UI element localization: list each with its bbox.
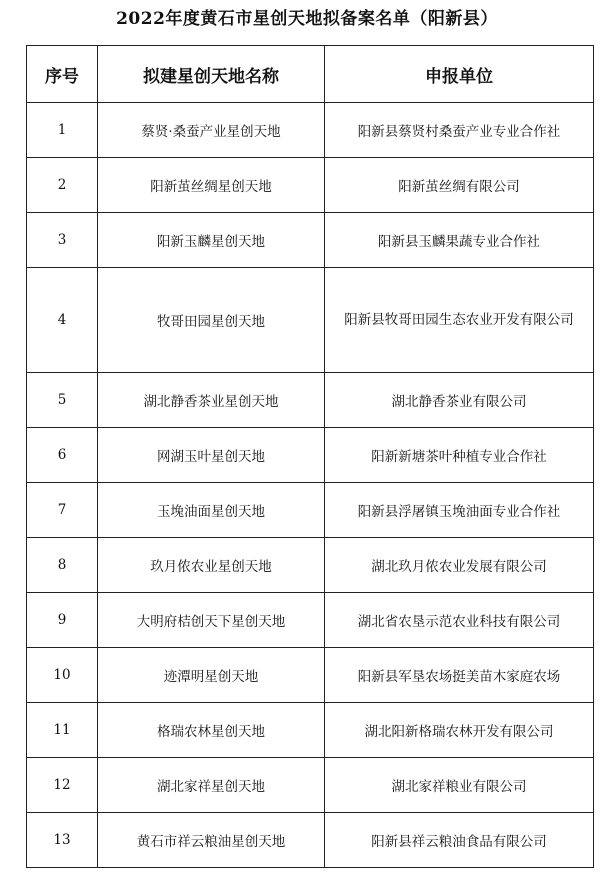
- row-hub-name: 网湖玉叶星创天地: [98, 428, 325, 483]
- row-serial-number: 3: [27, 213, 98, 268]
- registration-table: [26, 45, 594, 868]
- row-hub-name: 阳新玉麟星创天地: [98, 213, 325, 268]
- row-applicant-unit: 湖北省农垦示范农业科技有限公司: [325, 593, 594, 648]
- table-row: [27, 758, 594, 813]
- row-serial-number: 13: [27, 813, 98, 868]
- row-serial-number: 12: [27, 758, 98, 813]
- row-hub-name: 黄石市祥云粮油星创天地: [98, 813, 325, 868]
- row-serial-number: 5: [27, 373, 98, 428]
- table-row: [27, 103, 594, 158]
- table-row: [27, 213, 594, 268]
- table-row: [27, 813, 594, 868]
- table-row: [27, 373, 594, 428]
- row-applicant-unit: 阳新县蔡贤村桑蚕产业专业合作社: [325, 103, 594, 158]
- row-hub-name: 牧哥田园星创天地: [98, 268, 325, 373]
- row-applicant-unit: 湖北家祥粮业有限公司: [325, 758, 594, 813]
- header-serial-number: 序号: [27, 46, 98, 103]
- row-applicant-unit: 阳新新塘茶叶种植专业合作社: [325, 428, 594, 483]
- row-serial-number: 7: [27, 483, 98, 538]
- table-row: [27, 538, 594, 593]
- row-applicant-unit: 阳新县牧哥田园生态农业开发有限公司: [325, 268, 594, 373]
- row-hub-name: 湖北静香茶业星创天地: [98, 373, 325, 428]
- row-applicant-unit: 湖北静香茶业有限公司: [325, 373, 594, 428]
- row-hub-name: 迹潭明星创天地: [98, 648, 325, 703]
- row-serial-number: 8: [27, 538, 98, 593]
- table-row: [27, 648, 594, 703]
- row-serial-number: 11: [27, 703, 98, 758]
- row-applicant-unit: 阳新县军垦农场挺美苗木家庭农场: [325, 648, 594, 703]
- row-applicant-unit: 阳新县玉麟果蔬专业合作社: [325, 213, 594, 268]
- row-serial-number: 9: [27, 593, 98, 648]
- row-serial-number: 2: [27, 158, 98, 213]
- table-row: [27, 158, 594, 213]
- row-hub-name: 玖月侬农业星创天地: [98, 538, 325, 593]
- row-serial-number: 10: [27, 648, 98, 703]
- header-hub-name: 拟建星创天地名称: [98, 46, 325, 103]
- row-hub-name: 阳新茧丝绸星创天地: [98, 158, 325, 213]
- row-serial-number: 4: [27, 268, 98, 373]
- row-hub-name: 玉堍油面星创天地: [98, 483, 325, 538]
- row-hub-name: 湖北家祥星创天地: [98, 758, 325, 813]
- row-hub-name: 大明府桔创天下星创天地: [98, 593, 325, 648]
- table-row: [27, 268, 594, 373]
- row-applicant-unit: 阳新县浮屠镇玉堍油面专业合作社: [325, 483, 594, 538]
- row-serial-number: 6: [27, 428, 98, 483]
- table-row: [27, 483, 594, 538]
- row-hub-name: 格瑞农林星创天地: [98, 703, 325, 758]
- table-row: [27, 703, 594, 758]
- row-applicant-unit: 湖北玖月侬农业发展有限公司: [325, 538, 594, 593]
- row-applicant-unit: 阳新茧丝绸有限公司: [325, 158, 594, 213]
- document-title: 2022年度黄石市星创天地拟备案名单（阳新县）: [116, 9, 498, 29]
- row-serial-number: 1: [27, 103, 98, 158]
- row-hub-name: 蔡贤·桑蚕产业星创天地: [98, 103, 325, 158]
- header-applicant-unit: 申报单位: [325, 46, 594, 103]
- table-row: [27, 593, 594, 648]
- row-applicant-unit: 阳新县祥云粮油食品有限公司: [325, 813, 594, 868]
- row-applicant-unit: 湖北阳新格瑞农林开发有限公司: [325, 703, 594, 758]
- table-header-row: [27, 46, 594, 103]
- table-row: [27, 428, 594, 483]
